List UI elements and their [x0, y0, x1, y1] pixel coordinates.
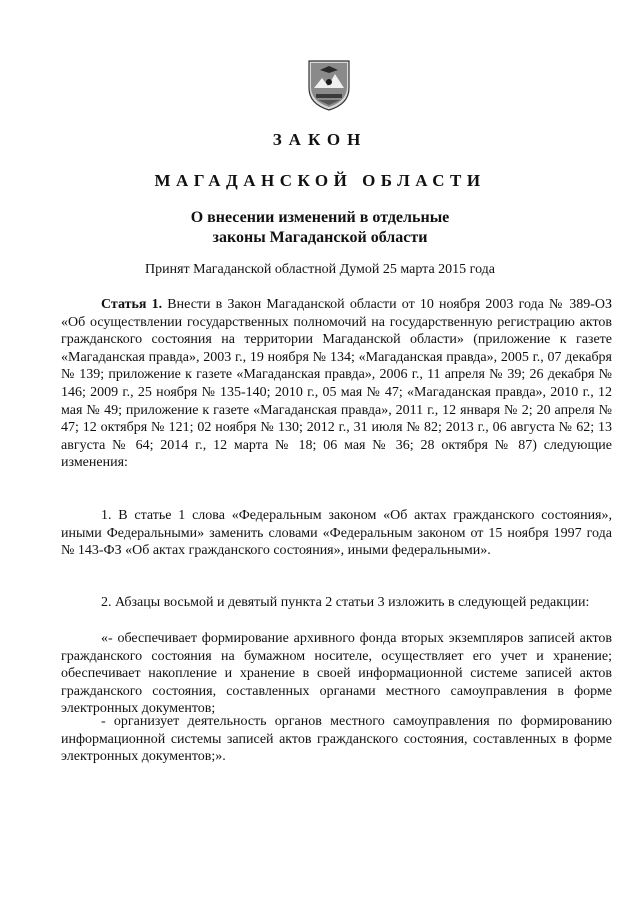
- article-label: Статья 1.: [101, 297, 163, 312]
- item-2-paragraph: 2. Абзацы восьмой и девятый пункта 2 статьи 3 изложить в следующей редакции:: [101, 595, 590, 610]
- quote-paragraph-1: «- обеспечивает формирование архивного фонда вторых экземпляров записей актов гражданского состояния на бумажном носителе, осуществляет его учет и хранение; обеспечивает накопление и хранение в своей информационной системе записей актов гражданского состояния, составленных органами местного самоуправления в форме электронных документов;: [61, 631, 612, 717]
- law-title-line2: законы Магаданской области: [212, 229, 428, 246]
- article-text: Внести в Закон Магаданской области от 10 ноября 2003 года № 389-ОЗ «Об осуществлении государственных полномочий на государственную регистрацию актов гражданского состояния на территории Магаданской области» (приложение к газете «Магаданская правда», 2003 г., 19 ноября № 134; «Магаданская правда», 2005 г., 07 декабря № 139; приложение к газете «Магаданская правда», 2006 г., 11 апреля № 39; 26 декабря № 146; 2009 г., 25 ноября № 135-140; 2010 г., 05 мая № 47; «Магаданская правда», 2010 г., 12 мая № 49; приложение к газете «Магаданская правда», 2011 г., 12 января № 2; 20 апреля № 47; 12 октября № 121; 02 ноября № 130; 2012 г., 31 июля № 82; 2013 г., 06 августа № 62; 13 августа № 64; 2014 г., 12 марта № 18; 06 мая № 36; 28 октября № 87) следующие изменения:: [61, 297, 613, 471]
- law-title: [0, 208, 640, 248]
- adoption-note: Принят Магаданской областной Думой 25 марта 2015 года: [144, 262, 496, 277]
- coat-of-arms-icon: [306, 58, 352, 112]
- law-title-line1: О внесении изменений в отдельные: [190, 209, 450, 226]
- item-1-paragraph: 1. В статье 1 слова «Федеральным законом «Об актах гражданского состояния», иными Федеральными» заменить словами «Федеральным законом от 15 ноября 1997 года № 143-ФЗ «Об актах гражданского состояния», иными федеральными».: [61, 508, 612, 559]
- region-heading: МАГАДАНСКОЙ ОБЛАСТИ: [154, 171, 486, 190]
- quote-paragraph-2: - организует деятельность органов местного самоуправления по формированию информационной системы записей актов гражданского состояния, составленных в форме электронных документов;».: [61, 714, 612, 765]
- law-heading: ЗАКОН: [272, 130, 368, 149]
- article-1-paragraph: [61, 296, 612, 472]
